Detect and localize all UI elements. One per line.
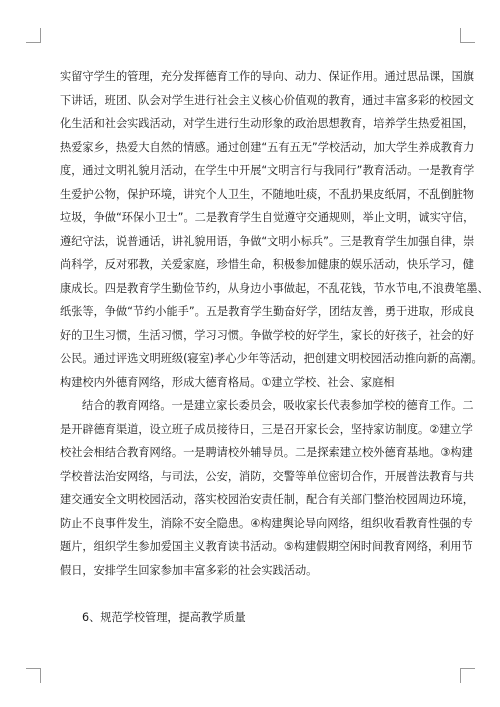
text-line: 构建校内外德育网络，形成大德育格局。①建立学校、社会、家庭相 xyxy=(60,375,395,389)
text-line: 垃圾，争做“环保小卫士”。二是教育学生自觉遵守交通规则，举止文明，诚实守信， xyxy=(60,211,475,224)
crop-mark-bottom-left xyxy=(26,668,41,683)
section-heading: 6、规范学校管理，提高教学质量 xyxy=(82,610,246,624)
text-line: 防止不良事件发生，消除不安全隐患。④构建舆论导向网络，组织收看教育性强的专 xyxy=(60,516,473,530)
spacer xyxy=(60,582,442,606)
text-line: 是开辟德育渠道，设立班子成员接待日，三是召开家长会，坚持家访制度。②建立学 xyxy=(60,422,473,436)
text-line: 下讲话，班团、队会对学生进行社会主义核心价值观的教育，通过丰富多彩的校园文 xyxy=(60,93,474,107)
text-line: 纸张等，争做“节约小能手”。五是教育学生勤奋好学，团结友善，勇于进取，形成良 xyxy=(60,305,475,318)
text-line: 公民。通过评选文明班级(寝室)孝心少年等活动，把创建文明校园活动推向新的高潮。 xyxy=(60,352,483,365)
crop-mark-bottom-right xyxy=(460,668,475,683)
text-line: 实留守学生的管理，充分发挥德育工作的导向、动力、保证作用。通过思品课，国旗 xyxy=(60,70,474,83)
text-line: 度，通过文明礼貌月活动，在学生中开展“文明言行与我同行”教育活动。一是教育学 xyxy=(60,164,475,177)
text-line: 结合的教育网络。一是建立家长委员会，吸收家长代表参加学校的德育工作。二 xyxy=(82,399,474,412)
text-line: 化生活和社会实践活动，对学生进行生动形象的政治思想教育，培养学生热爱祖国， xyxy=(60,117,474,130)
text-line: 生爱护公物，保护环境，讲究个人卫生，不随地吐痰，不乱扔果皮纸屑，不乱倒脏物 xyxy=(60,187,474,201)
text-line: 好的卫生习惯，生活习惯，学习习惯。争做学校的好学生，家长的好孩子，社会的好 xyxy=(60,328,474,342)
text-line: 校社会相结合教育网络。一是聘请校外辅导员。二是探索建立校外德育基地。③构建 xyxy=(60,446,473,459)
text-line: 尚科学，反对邪教，关爱家庭，珍惜生命，积极参加健康的娱乐活动，快乐学习，健 xyxy=(60,258,474,271)
crop-mark-top-left xyxy=(26,28,41,43)
text-line: 题片，组织学生参加爱国主义教育读书活动。⑤构建假期空闲时间教育网络，利用节 xyxy=(60,540,473,553)
text-line: 遵纪守法，说普通话，讲礼貌用语，争做“文明小标兵”。三是教育学生加强自律，崇 xyxy=(60,234,475,248)
text-line: 康成长。四是教育学生勤俭节约，从身边小事做起，不乱花钱，节水节电,不浪费笔墨、 xyxy=(60,281,489,295)
text-line: 假日，安排学生回家参加丰富多彩的社会实践活动。 xyxy=(60,563,318,577)
text-line: 学校普法治安网络，与司法，公安，消防，交警等单位密切合作，开展普法教育与共 xyxy=(60,469,474,483)
document-body xyxy=(60,65,489,629)
crop-mark-top-right xyxy=(460,28,475,43)
text-line: 建交通安全文明校园活动，落实校园治安责任制，配合有关部门整治校园周边环境， xyxy=(60,493,474,506)
text-line: 热爱家乡，热爱大自然的情感。通过创建“五有五无”学校活动，加大学生养成教育力 xyxy=(60,140,475,154)
